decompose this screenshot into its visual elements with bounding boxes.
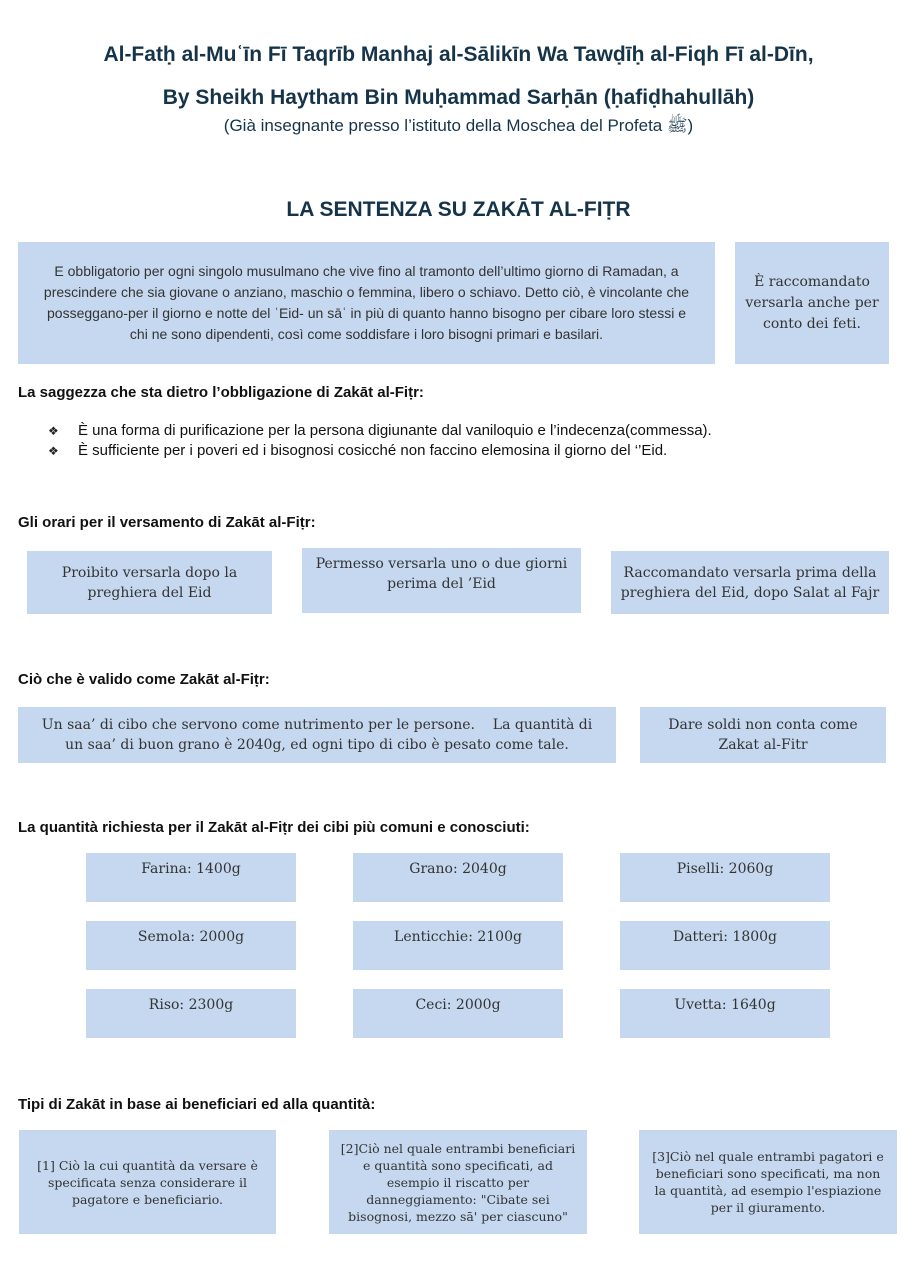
timing-box-permitted xyxy=(302,548,581,613)
food-quantity-text: Semola: 2000g xyxy=(137,929,245,945)
wisdom-item-text: È una forma di purificazione per la persona digiunante dal vaniloquio e l’indecenza(commessa). xyxy=(78,422,712,439)
food-quantity-text: Lenticchie: 2100g xyxy=(394,929,522,945)
type-box-3 xyxy=(639,1130,897,1234)
ruling-side-box xyxy=(735,242,889,364)
valid-side-box xyxy=(640,707,886,763)
section-title-ruling: LA SENTENZA SU ZAKĀT AL-FIṬR xyxy=(286,198,631,221)
type-box-text: [1] Ciò la cui quantità da versare è specificata senza considerare il pagatore e beneficiario. xyxy=(37,1157,258,1207)
diamond-bullet-icon: ❖ xyxy=(48,424,59,438)
valid-main-box xyxy=(18,707,616,763)
timing-box-forbidden xyxy=(27,551,272,614)
valid-side-text: Dare soldi non conta come Zakat al-Fitr xyxy=(668,717,858,753)
heading-valid: Ciò che è valido come Zakāt al-Fiṭr: xyxy=(18,671,270,688)
timing-box-text: Permesso versarla uno o due giorni perima del ’Eid xyxy=(315,556,568,592)
food-quantity-text: Piselli: 2060g xyxy=(676,861,774,877)
food-quantity-box xyxy=(620,921,830,970)
wisdom-list xyxy=(48,421,712,461)
food-quantity-box xyxy=(86,853,296,902)
document-author: By Sheikh Haytham Bin Muḥammad Sarḥān (ḥafiḍhahullāh) xyxy=(162,86,755,109)
food-quantity-box xyxy=(353,853,563,902)
type-box-text: [3]Ciò nel quale entrambi pagatori e beneficiari sono specificati, ma non la quantità, ad esempio l'espiazione per il giuramento. xyxy=(652,1149,884,1215)
heading-wisdom: La saggezza che sta dietro l’obbligazione di Zakāt al-Fiṭr: xyxy=(18,384,424,401)
food-quantity-text: Farina: 1400g xyxy=(141,861,241,877)
type-box-2 xyxy=(329,1130,587,1234)
valid-main-text: Un saa’ di cibo che servono come nutrimento per le persone. La quantità di un saa’ di buon grano è 2040g, ed ogni tipo di cibo è pesato come tale. xyxy=(41,717,597,753)
food-quantity-box xyxy=(86,921,296,970)
food-quantity-text: Grano: 2040g xyxy=(409,861,507,877)
food-quantity-text: Riso: 2300g xyxy=(148,997,234,1013)
document-title: Al-Fatḥ al-Muʿīn Fī Taqrīb Manhaj al-Sālikīn Wa Tawḍīḥ al-Fiqh Fī al-Dīn, xyxy=(103,43,814,66)
ruling-side-text: È raccomandato versarla anche per conto dei feti. xyxy=(745,273,879,332)
timing-box-text: Proibito versarla dopo la preghiera del Eid xyxy=(61,564,238,601)
food-quantity-text: Uvetta: 1640g xyxy=(674,997,776,1013)
type-box-1 xyxy=(19,1130,276,1234)
wisdom-item-text: È sufficiente per i poveri ed i bisognosi cosicché non faccino elemosina il giorno del ‘’Eid. xyxy=(78,442,668,459)
food-quantity-box xyxy=(620,989,830,1038)
heading-types: Tipi di Zakāt in base ai beneficiari ed alla quantità: xyxy=(18,1096,376,1113)
timing-box-text: Raccomandato versarla prima della preghiera del Eid, dopo Salat al Fajr xyxy=(620,564,880,601)
food-quantity-box xyxy=(86,989,296,1038)
food-quantity-box xyxy=(353,989,563,1038)
food-quantity-text: Datteri: 1800g xyxy=(672,929,778,945)
ruling-main-box xyxy=(18,242,715,364)
ruling-main-text: E obbligatorio per ogni singolo musulmano che vive fino al tramonto dell’ultimo giorno di Ramadan, a prescindere che sia giovane o anziano, maschio o femmina, libero o schiavo. Detto ciò, è vincolante che posseggano-per il giorno e notte del ʿEid- un sāʿ in più di quanto hanno bisogno per cibare loro stessi e chi ne sono dipendenti, così come soddisfare i loro bisogni primari e basilari. xyxy=(43,263,690,342)
wisdom-item xyxy=(48,421,712,441)
type-box-text: [2]Ciò nel quale entrambi beneficiari e quantità sono specificati, ad esempio il riscatto per danneggiamento: "Cibate sei bisognosi, mezzo sā' per ciascuno" xyxy=(340,1140,576,1224)
author-subtitle: (Già insegnante presso l’istituto della Moschea del Profeta ﷺ) xyxy=(223,116,694,135)
diamond-bullet-icon: ❖ xyxy=(48,444,59,458)
food-quantity-box xyxy=(620,853,830,902)
heading-quantities: La quantità richiesta per il Zakāt al-Fiṭr dei cibi più comuni e conosciuti: xyxy=(18,819,530,836)
wisdom-item xyxy=(48,441,712,461)
heading-timing: Gli orari per il versamento di Zakāt al-Fiṭr: xyxy=(18,514,316,531)
food-quantity-text: Ceci: 2000g xyxy=(415,997,501,1013)
timing-box-recommended xyxy=(611,551,889,614)
food-quantity-box xyxy=(353,921,563,970)
